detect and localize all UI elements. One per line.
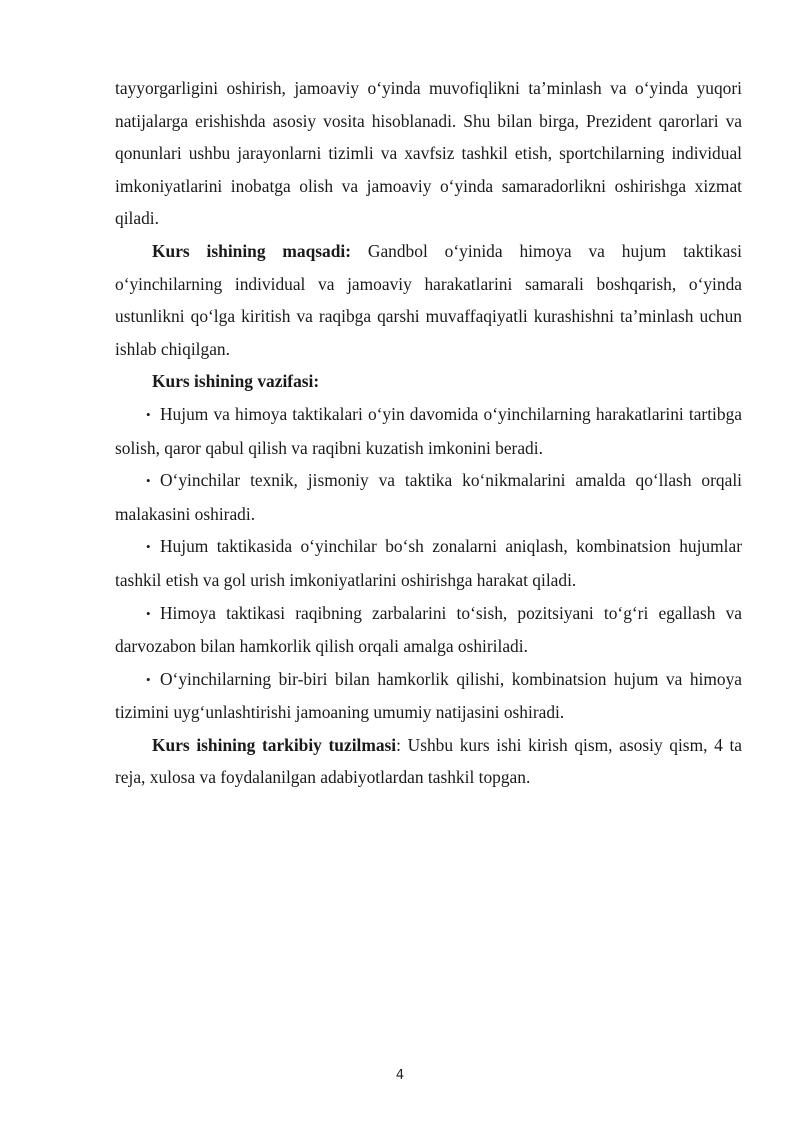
tasks-heading: Kurs ishining vazifasi: [152, 371, 320, 392]
bullet-icon: • [146, 605, 151, 621]
task-item [115, 663, 742, 729]
task-item [115, 464, 742, 530]
task-item-text: O‘yinchilarning bir-biri bilan hamkorlik qilishi, kombinatsion hujum va himoya tizimini uyg‘unlashtirishi jamoaning umumiy natijasini oshiradi. [115, 668, 742, 723]
goal-heading: Kurs ishining maqsadi: [152, 240, 352, 261]
structure-paragraph [115, 729, 742, 794]
bullet-icon: • [146, 406, 151, 422]
task-item-text: O‘yinchilar texnik, jismoniy va taktika ko‘nikmalarini amalda qo‘llash orqali malakasini oshiradi. [115, 470, 742, 524]
intro-paragraph: tayyorgarligini oshirish, jamoaviy o‘yinda muvofiqlikni ta’minlash va o‘yinda yuqori natijalarga erishishda asosiy vosita hisoblanadi. Shu bilan birga, Prezident qarorlari va qonunlari ushbu jarayonlarni tizimli va xavfsiz tashkil etish, sportchilarning individual imkoniyatlarini inobatga olish va jamoaviy o‘yinda samaradorlikni oshirishga xizmat qiladi. [115, 78, 742, 229]
task-item [115, 530, 742, 596]
task-item-text: Hujum va himoya taktikalari o‘yin davomida o‘yinchilarning harakatlarini tartibga solish, qaror qabul qilish va raqibni kuzatish imkonini beradi. [115, 403, 742, 458]
structure-text: : Ushbu kurs ishi kirish qism, asosiy qism, 4 ta reja, xulosa va foydalanilgan adabiyotlardan tashkil topgan. [115, 734, 742, 788]
structure-heading: Kurs ishining tarkibiy tuzilmasi [152, 734, 397, 755]
task-item-text: Himoya taktikasi raqibning zarbalarini to‘sish, pozitsiyani to‘g‘ri egallash va darvozabon bilan hamkorlik qilish orqali amalga oshiriladi. [115, 602, 742, 657]
goal-paragraph [115, 235, 742, 365]
page-content [115, 72, 742, 794]
bullet-icon: • [146, 671, 151, 687]
page-number: 4 [395, 1068, 405, 1083]
task-item-text: Hujum taktikasida o‘yinchilar bo‘sh zonalarni aniqlash, kombinatsion hujumlar tashkil etish va gol urish imkoniyatlarini oshirishga harakat qiladi. [115, 536, 742, 590]
task-item [115, 597, 742, 663]
task-item [115, 398, 742, 464]
goal-text: Gandbol o‘yinida himoya va hujum taktikasi o‘yinchilarning individual va jamoaviy harakatlarini samarali boshqarish, o‘yinda ustunlikni qo‘lga kiritish va raqibga qarshi muvaffaqiyatli kurashishni ta’minlash uchun ishlab chiqilgan. [115, 240, 742, 359]
bullet-icon: • [146, 473, 151, 489]
bullet-icon: • [146, 539, 151, 555]
